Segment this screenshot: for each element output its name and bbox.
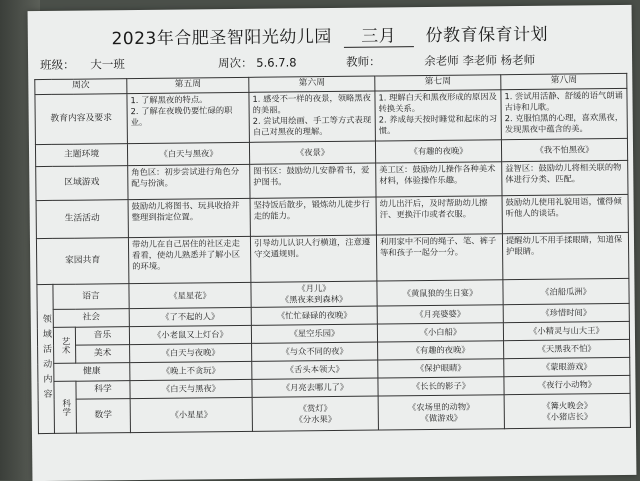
subject-cell: 《了不起的人》: [129, 307, 251, 326]
class-info: [40, 56, 125, 73]
goals-cell: 1. 感受不一样的夜景，领略黑夜的美丽。 2. 尝试用绘画、手工等方式表现自己对黑夜的理解。: [249, 91, 376, 142]
teacher-info: [346, 52, 535, 70]
subject-cell: 《小白船》: [377, 323, 503, 342]
home-label: 家园共育: [36, 238, 128, 285]
life-cell: 幼儿出汗后，及时帮助幼儿擦汗、更换汗巾或者衣服。: [376, 196, 502, 235]
page-title: [28, 19, 632, 51]
title-suffix: 份教育保育计划: [425, 24, 549, 47]
theme-cell: 《夜景》: [249, 141, 375, 164]
subject-label: 健康: [54, 363, 130, 382]
life-cell: 坚持饭后散步，锻炼幼儿徒步行走的能力。: [250, 197, 376, 236]
subject-cell: 《天黑我不怕》: [504, 339, 630, 358]
subject-cell: 《舌头本领大》: [252, 360, 378, 379]
subject-cell: 《白天与夜晚》: [130, 343, 252, 362]
subject-cell: 《月儿》 《黑夜来到森林》: [251, 281, 377, 307]
week-col-7: 第七周: [375, 75, 501, 91]
week-col-8: 第八周: [501, 73, 627, 89]
area-cell: 益智区：鼓励幼儿将相关联的物体进行分类、匹配。: [502, 160, 628, 195]
subject-label: 音乐: [75, 327, 129, 346]
home-row: [36, 232, 628, 284]
goals-row: [35, 88, 627, 144]
subject-cell: 《星星花》: [129, 282, 251, 308]
home-cell: 带幼儿在自己居住的社区走走看看，使幼儿熟悉并了解小区的环境。: [128, 236, 250, 283]
area-cell: 美工区：鼓励幼儿操作各种美术材料，体验操作乐趣。: [376, 162, 502, 197]
week-label: 周次：: [218, 55, 253, 71]
week-header: 周次: [35, 79, 127, 95]
teacher-label: 教师：: [346, 54, 381, 69]
theme-cell: 《我不怕黑夜》: [501, 138, 627, 161]
class-label: 班级：: [40, 57, 75, 73]
subject-cell: 《白天与黑夜》: [130, 379, 252, 398]
subject-cell: 《月亮婆婆》: [377, 305, 503, 324]
home-cell: 提醒幼儿不用手揉眼睛，知道保护眼睛。: [502, 232, 628, 279]
goals-cell: 1. 尝试用活静、舒缓的语气朗诵古诗和儿歌。 2. 克服怕黑的心理，喜欢黑夜，发现黑夜中蕴含的美。: [501, 88, 628, 139]
week-col-5: 第五周: [127, 77, 249, 93]
subject-cell: 《小精灵与山大王》: [503, 321, 629, 340]
week-col-6: 第六周: [249, 76, 375, 92]
subject-cell: 《小老鼠又上灯台》: [129, 325, 251, 344]
theme-label: 主题环境: [35, 144, 127, 167]
subject-row-math: [38, 393, 630, 433]
subject-cell: 《有趣的夜晚》: [378, 341, 504, 360]
art-label: 艺术: [53, 327, 75, 363]
subject-label: 科学: [76, 381, 130, 400]
area-cell: 图书区：鼓励幼儿安静看书，爱护图书。: [250, 163, 376, 198]
life-cell: 鼓励幼儿将图书、玩具收拾并整理到指定位置。: [128, 198, 250, 237]
life-label: 生活活动: [36, 200, 128, 239]
goals-cell: 1. 了解黑夜的特点。 2. 了解在夜晚仍要忙碌的职业。: [127, 92, 250, 143]
teacher-value: 余老师 李老师 杨老师: [424, 52, 536, 69]
subject-cell: 《月亮去哪儿了》: [252, 378, 378, 397]
subject-cell: 《小星星》: [130, 397, 252, 432]
subject-cell: 《篝火晚会》 《小猪店长》: [504, 393, 630, 428]
home-cell: 引导幼儿认识人行横道，注意遵守交通规则。: [250, 235, 376, 282]
subject-cell: 《晚上不贪玩》: [130, 361, 252, 380]
subject-cell: 《忙忙碌碌的夜晚》: [251, 306, 377, 325]
life-cell: 鼓励幼儿使用礼貌用语，懂得倾听他人的谈话。: [502, 194, 628, 233]
goals-cell: 1. 理解白天和黑夜形成的原因及转换关系。 2. 养成每天按时睡觉和起床的习惯。: [375, 90, 502, 141]
title-month: 三月: [344, 21, 414, 48]
subject-cell: 《珍惜时间》: [503, 303, 629, 322]
subject-cell: 《保护眼睛》: [378, 359, 504, 378]
week-value: 5.6.7.8: [256, 55, 297, 70]
plan-table: [34, 73, 631, 434]
area-label: 区域游戏: [36, 166, 128, 201]
subject-cell: 《赏灯》 《分水果》: [252, 396, 378, 431]
subject-cell: 《黄鼠狼的生日宴》: [377, 280, 503, 306]
subject-label: 语言: [53, 284, 129, 310]
home-cell: 利用家中不同的绳子、笔、裤子等和孩子一起分一分。: [376, 234, 502, 281]
subject-cell: 《蒙眼游戏》: [504, 357, 630, 376]
subject-cell: 《星空乐园》: [251, 324, 377, 343]
theme-cell: 《白天与黑夜》: [127, 142, 249, 165]
subject-cell: 《农场里的动物》 《做游戏》: [378, 395, 504, 430]
subject-cell: 《泊船瓜洲》: [503, 278, 629, 304]
subject-cell: 《夜行小动物》: [504, 375, 630, 394]
document-paper: [28, 5, 637, 481]
subject-label: 社会: [53, 309, 129, 328]
subject-label: 数学: [76, 399, 130, 434]
subject-cell: 《长长的影子》: [378, 377, 504, 396]
goals-label: 教育内容及要求: [35, 94, 128, 145]
subject-label: 美术: [76, 345, 130, 364]
science-label: 科学: [54, 381, 77, 433]
week-info: [218, 54, 297, 71]
theme-cell: 《有趣的夜晚》: [375, 140, 501, 163]
title-prefix: 2023年合肥圣智阳光幼儿园: [111, 26, 332, 50]
life-row: [36, 194, 628, 238]
subject-cell: 《与众不同的夜》: [252, 342, 378, 361]
domain-label: 领域活动内容: [37, 284, 55, 433]
class-value: 大一班: [90, 57, 125, 72]
area-cell: 角色区：初步尝试进行角色分配与扮演。: [128, 164, 250, 199]
